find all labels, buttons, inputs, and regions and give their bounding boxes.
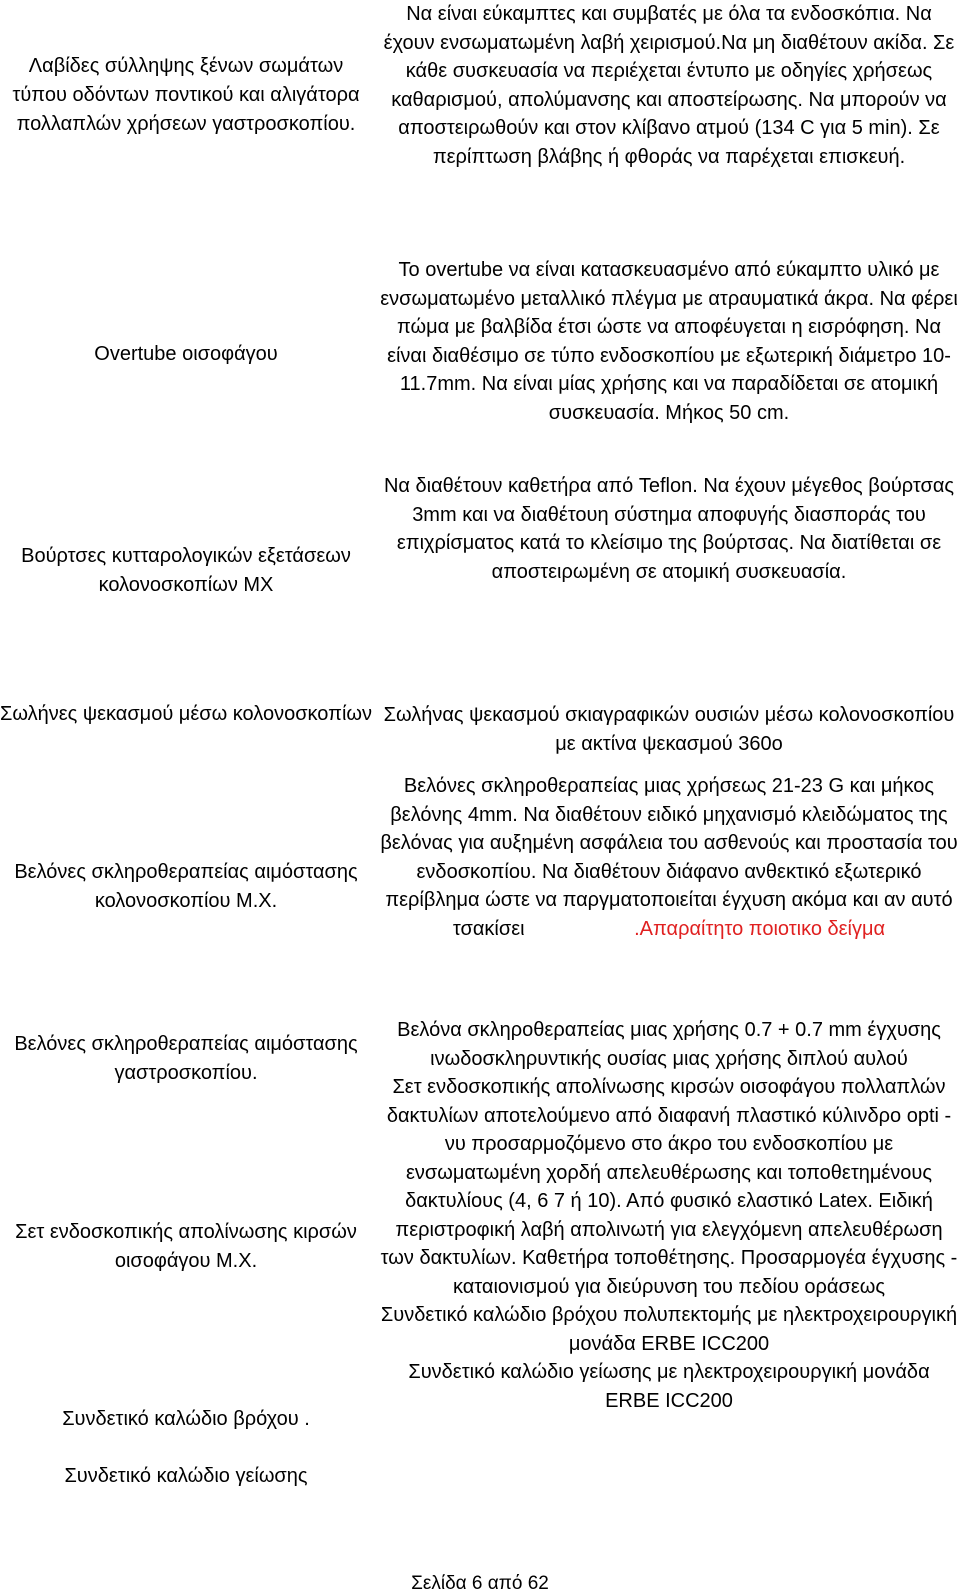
item-name-group-gastroscope xyxy=(0,1030,372,1088)
item-spec-text: Να διαθέτουν καθετήρα από Teflon. Να έχουν μέγεθος βούρτσας 3mm και να διαθέτουη σύστημα αποφυγής διασποράς του επιχρίσματος κατά το κλείσιμο της βούρτσας. Να διατίθεται σε αποστειρωμένη σε ατομική συσκευασία. xyxy=(383,475,955,583)
item-spec-sclerotherapy-needle: Βελόνα σκληροθεραπείας μιας χρήσης 0.7 + 0.7 mm έγχυσης ινωδοσκληρυντικής ουσίας μιας χρήσης διπλού αυλού xyxy=(397,1019,941,1070)
item-spec-body: Βελόνες σκληροθεραπείας μιας χρήσεως 21-23 G και μήκος βελόνης 4mm. Να διαθέτουν ειδικό μηχανισμό κλειδώματος της βελόνας για αυξημένη ασφάλεια του ασθενούς και προστασία του ενδοσκοπίου. Να διαθέτουν διάφανο ανθεκτικό εξωτερικό περίβλημα ώστε να παργματοποιείται έγχυση ακόμα και αν αυτό τσακίσει xyxy=(380,775,958,940)
item-spec-ligation-set: Σετ ενδοσκοπικής απολίνωσης κιρσών οισοφάγου πολλαπλών δακτυλίων αποτελούμενο από διαφανή πλαστικό κύλινδρο opti - νυ προσαρμοζόμενο στο άκρο του ενδοσκοπίου με ενσωματωμένη χορδή απελευθέρωσης και τοποθετημένους δακτυλίους (4, 6 7 ή 10). Από φυσικό ελαστικό Latex. Ειδική περιστροφική λαβή απολινωτή για ελεγχόμενη απελευθέρωση των δακτυλίων. Καθετήρα τοποθέτησης. Προσαρμογέα έγχυσης - καταιονισμού για διεύρυνση του πεδίου οράσεως xyxy=(380,1076,958,1298)
item-name-text: Συνδετικό καλώδιο γείωσης xyxy=(64,1465,308,1487)
page-number: Σελίδα 6 από 62 xyxy=(411,1573,549,1594)
item-name-ligation-set xyxy=(0,1218,372,1276)
item-name-text: Βούρτσες κυτταρολογικών εξετάσεων κολονοσκοπίων ΜΧ xyxy=(21,545,351,596)
item-spec-foreign-body-forceps xyxy=(380,0,958,171)
item-name-text: Σετ ενδοσκοπικής απολίνωσης κιρσών οισοφάγου Μ.Χ. xyxy=(15,1221,357,1272)
item-spec-spray-tubes xyxy=(380,701,958,758)
quality-sample-note: .Απαραίτητο ποιοτικο δείγμα xyxy=(634,917,886,940)
item-spec-snare-cable: Συνδετικό καλώδιο βρόχου πολυπεκτομής με ηλεκτροχειρουργική μονάδα ERBE ICC200 xyxy=(380,1304,958,1355)
item-spec-overtube xyxy=(380,256,958,427)
item-name-snare-cable xyxy=(0,1405,372,1434)
item-spec-text xyxy=(380,772,958,943)
item-spec-group-gastroscope xyxy=(380,1016,958,1415)
item-name-text: Βελόνες σκληροθεραπείας αιμόστασης γαστροσκοπίου. xyxy=(14,1033,358,1084)
item-name-sclerotherapy-colonoscope xyxy=(0,858,372,916)
item-spec-ground-cable: Συνδετικό καλώδιο γείωσης με ηλεκτροχειρουργική μονάδα ERBE ICC200 xyxy=(408,1361,930,1412)
item-spec-text: Το overtube να είναι κατασκευασμένο από εύκαμπτο υλικό με ενσωματωμένο μεταλλικό πλέγμα με ατραυματικά άκρα. Να φέρει πώμα με βαλβίδα έτσι ώστε να αποφέυγεται η εισρόφηση. Να είναι διαθέσιμο σε τύπο ενδοσκοπίου με εξωτερική διάμετρο 10-11.7mm. Να είναι μίας χρήσης και να παραδίδεται σε ατομική συσκευασία. Μήκος 50 cm. xyxy=(380,259,958,424)
item-name-spray-tubes xyxy=(0,700,372,729)
item-name-text: Σωλήνες ψεκασμού μέσω κολονοσκοπίων xyxy=(0,703,373,725)
item-name-text: Συνδετικό καλώδιο βρόχου . xyxy=(62,1408,310,1430)
item-name-foreign-body-forceps xyxy=(0,52,372,139)
item-spec-sclerotherapy-colonoscope xyxy=(380,772,958,943)
item-name-text: Λαβίδες σύλληψης ξένων σωμάτων τύπου οδόντων ποντικού και αλιγάτορα πολλαπλών χρήσεων γαστροσκοπίου. xyxy=(12,55,360,135)
item-spec-cytology-brushes xyxy=(380,472,958,586)
item-name-text: Βελόνες σκληροθεραπείας αιμόστασης κολονοσκοπίου Μ.Χ. xyxy=(14,861,358,912)
item-spec-text: Να είναι εύκαμπτες και συμβατές με όλα τα ενδοσκόπια. Να έχουν ενσωματωμένη λαβή χειρισμού.Να μη διαθέτουν ακίδα. Σε κάθε συσκευασία να περιέχεται έντυπο με οδηγίες χρήσεως καθαρισμού, απολύμανσης και αποστείρωσης. Να μπορούν να αποστειρωθούν και στον κλίβανο ατμού (134 C για 5 min). Σε περίπτωση βλάβης ή φθοράς να παρέχεται επισκευή. xyxy=(383,3,955,168)
item-name-overtube xyxy=(0,340,372,369)
item-name-ground-cable xyxy=(0,1462,372,1491)
item-name-cytology-brushes xyxy=(0,542,372,600)
item-name-text: Overtube οισοφάγου xyxy=(94,343,278,365)
item-spec-text: Σωλήνας ψεκασμού σκιαγραφικών ουσιών μέσω κολονοσκοπίου με ακτίνα ψεκασμού 360ο xyxy=(383,704,955,755)
